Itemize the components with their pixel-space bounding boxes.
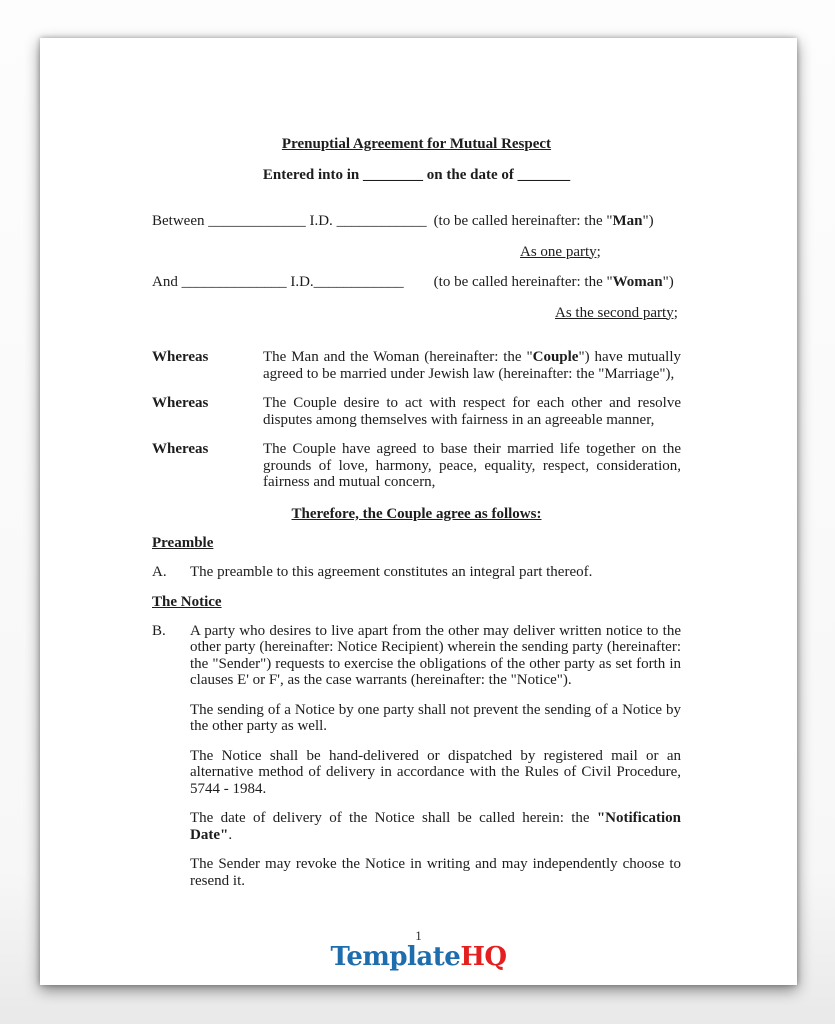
whereas-clause-3 xyxy=(152,441,681,491)
notification-date-term: "Notification Date" xyxy=(190,810,681,843)
notice-paragraph-4-pre: The date of delivery of the Notice shall be called herein: the xyxy=(190,810,597,826)
notice-paragraph-4 xyxy=(190,810,681,843)
notice-paragraph-2: The sending of a Notice by one party shall not prevent the sending of a Notice by the other party as well. xyxy=(190,701,681,734)
notice-paragraph-4-post: . xyxy=(228,826,233,843)
section-heading-preamble: Preamble xyxy=(152,535,214,551)
party-tag-one: As one party; xyxy=(520,243,601,260)
therefore-line: Therefore, the Couple agree as follows: xyxy=(291,505,542,522)
party-man-name-blank: _____________ xyxy=(208,213,306,229)
clause-a-letter: A. xyxy=(152,563,167,580)
entered-prefix: Entered into in xyxy=(262,166,364,183)
entered-mid: on the date of xyxy=(423,166,518,183)
notice-paragraph-5: The Sender may revoke the Notice in writing and may independently choose to resend it. xyxy=(190,856,681,889)
party-woman-id-label: I.D. xyxy=(286,274,314,290)
whereas-block xyxy=(152,349,681,491)
clause-b-body xyxy=(190,623,681,890)
whereas-clause-2 xyxy=(152,395,681,428)
party-woman-id-blank: ____________ xyxy=(313,274,404,290)
party-man-line xyxy=(152,213,681,230)
whereas-label: Whereas xyxy=(152,441,209,457)
date-blank: _______ xyxy=(517,166,571,183)
clause-b xyxy=(152,623,681,890)
document-title: Prenuptial Agreement for Mutual Respect xyxy=(281,136,552,152)
whereas-text-post: ") have mutually agreed to be married under Jewish law (hereinafter: the "Marriage"), xyxy=(263,349,681,382)
place-blank: ________ xyxy=(363,166,424,183)
whereas-text-pre: The Couple desire to act with respect for each other and resolve disputes among themselves with fairness in an agreeable manner, xyxy=(263,395,681,428)
document-content xyxy=(152,136,681,889)
page-footer xyxy=(40,929,797,971)
party-woman-name-blank: ______________ xyxy=(181,274,287,290)
whereas-text-bold: Couple xyxy=(532,349,579,365)
section-heading-notice: The Notice xyxy=(152,594,222,610)
notice-paragraph-1: A party who desires to live apart from the other may deliver written notice to the other party (hereinafter: Notice Recipient) wherein the sending party (hereinafter: the "Sender") requests to exercise the obligations of the other party as set forth in clauses E' or F', as the case warrants (hereinafter: the "Notice"). xyxy=(190,622,681,688)
page-number: 1 xyxy=(415,928,422,943)
party-man-tail-prefix: (to be called hereinafter: the " xyxy=(433,213,613,229)
whereas-text xyxy=(263,349,681,382)
party-man-id-label: I.D. xyxy=(305,213,337,229)
whereas-label: Whereas xyxy=(152,349,209,365)
notice-paragraph-3: The Notice shall be hand-delivered or dispatched by registered mail or an alternative method of delivery in accordance with the Rules of Civil Procedure, 5744 - 1984. xyxy=(190,747,681,797)
whereas-text-pre: The Couple have agreed to base their married life together on the grounds of love, harmony, peace, equality, respect, consideration, fairness and mutual concern, xyxy=(263,441,681,490)
party-man-id-blank: ____________ xyxy=(336,213,427,229)
party-woman-lead: And xyxy=(152,274,182,290)
whereas-text xyxy=(263,441,681,491)
whereas-clause-1 xyxy=(152,349,681,382)
whereas-label: Whereas xyxy=(152,395,209,411)
brand-logo xyxy=(40,943,797,971)
whereas-text-pre: The Man and the Woman (hereinafter: the " xyxy=(263,349,533,365)
clause-a xyxy=(152,564,681,581)
document-page xyxy=(40,38,797,985)
clause-a-body xyxy=(190,564,681,581)
party-man-name: Man xyxy=(612,213,643,229)
party-woman-tail-prefix: (to be called hereinafter: the " xyxy=(433,274,613,290)
whereas-text xyxy=(263,395,681,428)
party-tag-second: As the second party; xyxy=(555,304,678,321)
brand-logo-hq: HQ xyxy=(460,942,507,972)
party-woman-line xyxy=(152,274,681,291)
party-man-lead: Between xyxy=(152,213,209,229)
entered-into-line xyxy=(152,167,681,184)
party-woman-tail-suffix: ") xyxy=(662,274,674,290)
clause-b-letter: B. xyxy=(152,622,166,639)
brand-logo-template: Template xyxy=(330,942,461,972)
party-man-tail-suffix: ") xyxy=(642,213,654,229)
clause-a-text: The preamble to this agreement constitutes an integral part thereof. xyxy=(190,563,593,580)
party-woman-name: Woman xyxy=(612,274,663,290)
